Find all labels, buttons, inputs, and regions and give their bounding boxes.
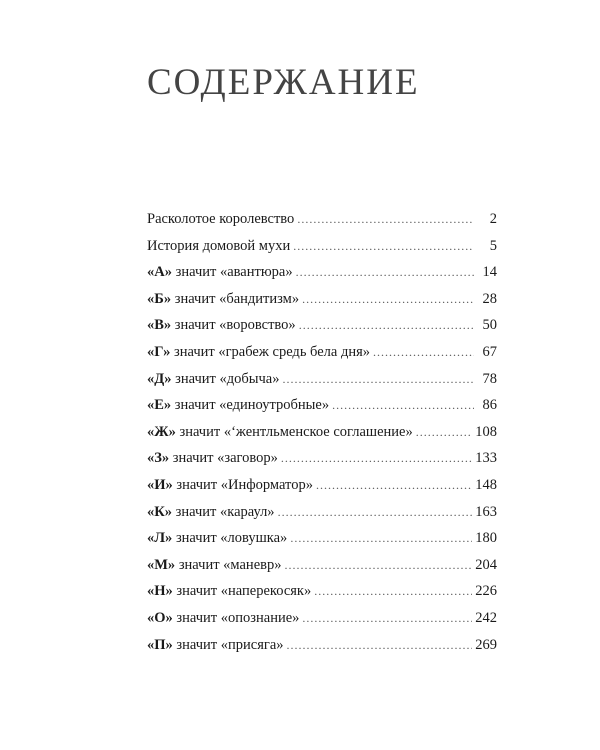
toc-entry-title — [147, 339, 370, 366]
toc-entry-letter: «К» — [147, 503, 173, 520]
toc-entry-text: значит «маневр» — [175, 556, 282, 573]
toc-entry-title — [147, 472, 313, 499]
toc-entry — [147, 632, 497, 659]
toc-entry-title — [147, 525, 287, 552]
toc-page-number: 14 — [482, 264, 497, 281]
toc-entry-title — [147, 366, 279, 393]
toc-entry-title — [147, 233, 290, 260]
toc-entry-text: значит «опознание» — [172, 609, 300, 626]
toc-entry-title — [147, 445, 278, 472]
toc-dot-leader — [297, 206, 474, 233]
toc-page-number: 78 — [482, 370, 497, 387]
toc-entry-letter: «Н» — [147, 583, 173, 600]
toc-entry-title — [147, 578, 311, 605]
toc-entry-title — [147, 286, 299, 313]
toc-entry-text: Расколотое королевство — [147, 211, 295, 227]
toc-page-number: 5 — [489, 237, 497, 254]
toc-entry-text: значит «авантюра» — [171, 264, 293, 281]
toc-entry-letter: «З» — [147, 450, 170, 467]
toc-entry-letter: «Г» — [147, 343, 171, 360]
toc-entry-title — [147, 605, 299, 632]
toc-dot-leader — [287, 632, 473, 659]
toc-entry-letter: «Д» — [147, 370, 172, 387]
toc-entry-title — [147, 312, 296, 339]
toc-entry — [147, 206, 497, 233]
toc-entry — [147, 392, 497, 419]
toc-entry-letter: «А» — [147, 264, 172, 281]
toc-entry — [147, 419, 497, 446]
toc-dot-leader — [302, 286, 474, 313]
toc-entry — [147, 445, 497, 472]
toc-entry-letter: «Ж» — [147, 423, 176, 440]
toc-entry-letter: «М» — [147, 556, 176, 573]
toc-entry-title — [147, 206, 294, 233]
toc-page-number: 226 — [475, 583, 497, 600]
toc-entry — [147, 525, 497, 552]
toc-dot-leader — [314, 578, 472, 605]
toc-entry-text: значит «ловушка» — [172, 530, 288, 547]
toc-entry-title — [147, 419, 413, 446]
toc-entry — [147, 286, 497, 313]
toc-entry — [147, 472, 497, 499]
toc-page-number: 2 — [489, 211, 497, 227]
toc-entry-letter: «О» — [147, 609, 173, 626]
toc-entry-text: значит «присяга» — [172, 636, 284, 653]
toc-dot-leader — [332, 392, 474, 419]
toc-dot-leader — [416, 419, 473, 446]
toc-page-number: 133 — [475, 450, 497, 467]
toc-entry-letter: «И» — [147, 476, 173, 493]
toc-page-number: 67 — [482, 343, 497, 360]
toc-dot-leader — [373, 339, 474, 366]
page-title: СОДЕРЖАНИЕ — [147, 62, 420, 103]
toc-entry-text: значит «караул» — [172, 503, 275, 520]
toc-entry-text: значит «‘жентльменское соглашение» — [175, 423, 413, 440]
toc-dot-leader — [278, 499, 473, 526]
toc-entry-letter: «Е» — [147, 397, 172, 414]
toc-entry — [147, 339, 497, 366]
toc-entry — [147, 578, 497, 605]
toc-entry-title — [147, 499, 275, 526]
toc-entry-text: значит «бандитизм» — [171, 290, 300, 307]
toc-dot-leader — [299, 312, 474, 339]
toc-entry-text: значит «наперекосяк» — [172, 583, 312, 600]
toc-page-number: 269 — [475, 636, 497, 653]
toc-entry-text: значит «добыча» — [171, 370, 280, 387]
toc-entry-text: значит «единоутробные» — [171, 397, 330, 414]
toc-dot-leader — [284, 552, 472, 579]
toc-entry-title — [147, 392, 329, 419]
toc-entry-letter: «Б» — [147, 290, 172, 307]
toc-entry-letter: «Л» — [147, 530, 173, 547]
toc-entry-text: История домовой мухи — [147, 237, 291, 254]
toc-entry — [147, 259, 497, 286]
table-of-contents — [147, 206, 497, 658]
toc-entry — [147, 366, 497, 393]
toc-dot-leader — [282, 366, 474, 393]
toc-entry-title — [147, 552, 281, 579]
toc-entry-text: значит «Информатор» — [172, 476, 313, 493]
toc-page-number: 148 — [475, 476, 497, 493]
toc-entry-letter: «П» — [147, 636, 173, 653]
toc-page-number: 108 — [475, 423, 497, 440]
toc-dot-leader — [296, 259, 474, 286]
toc-entry-title — [147, 259, 293, 286]
toc-page-number: 180 — [475, 530, 497, 547]
toc-page-number: 86 — [482, 397, 497, 414]
toc-dot-leader — [281, 445, 472, 472]
toc-page-number: 242 — [475, 609, 497, 626]
toc-entry — [147, 552, 497, 579]
toc-entry-title — [147, 632, 284, 659]
toc-page-number: 163 — [475, 503, 497, 520]
toc-entry-text: значит «заговор» — [169, 450, 278, 467]
toc-dot-leader — [316, 472, 472, 499]
toc-entry — [147, 312, 497, 339]
toc-page-number: 50 — [482, 317, 497, 334]
toc-page-number: 28 — [482, 290, 497, 307]
toc-entry-text: значит «воровство» — [171, 317, 296, 334]
toc-entry — [147, 233, 497, 260]
toc-dot-leader — [302, 605, 472, 632]
toc-dot-leader — [290, 525, 472, 552]
toc-entry — [147, 605, 497, 632]
toc-entry-letter: «В» — [147, 317, 172, 334]
toc-dot-leader — [293, 233, 474, 260]
toc-page-number: 204 — [475, 556, 497, 573]
toc-entry — [147, 499, 497, 526]
toc-entry-text: значит «грабеж средь бела дня» — [170, 343, 371, 360]
